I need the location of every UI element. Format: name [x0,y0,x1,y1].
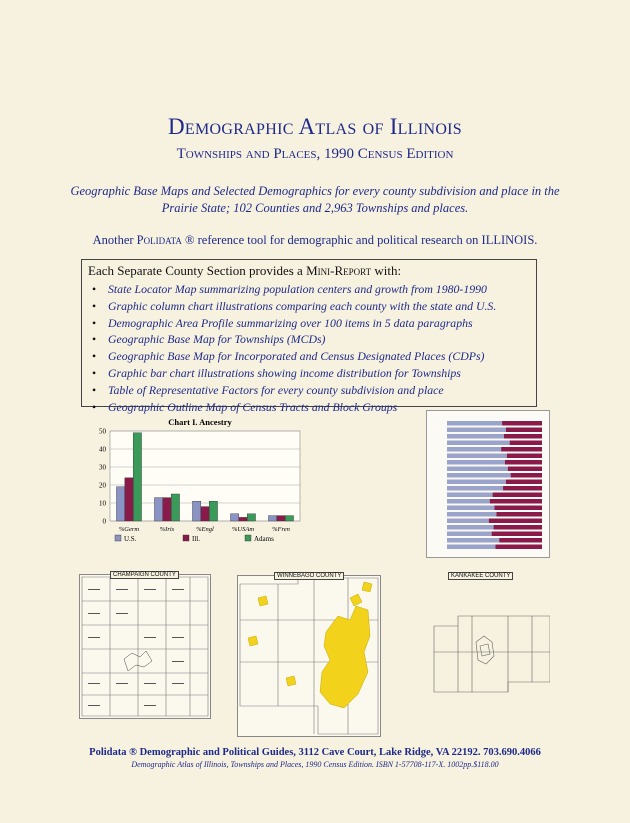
income-bars-graphic [427,411,549,557]
winnebago-places-map [237,575,381,737]
bar-us-usam [230,514,238,521]
x-tick-label: %Engl [196,526,214,533]
income-bar-low [447,454,507,459]
bar-adams-engl [209,501,217,521]
income-bar-low [447,532,492,537]
ancestry-chart [85,413,315,563]
income-bar-high [495,545,542,550]
bar-adams-germ [133,433,141,521]
list-item: • Table of Representative Factors for every county subdivision and place [88,382,530,399]
description: Geographic Base Maps and Selected Demographics for every county subdivision and place in the Prairie State; 102 Counties and 2,963 Townships and places. [70,184,560,215]
y-tick-label: 30 [99,463,106,472]
income-bar-high [506,480,542,485]
income-bar-low [447,460,505,465]
bar-ill-fren [277,516,285,521]
list-item: • Graphic column chart illustrations comparing each county with the state and U.S. [88,298,530,315]
bar-ill-usam [239,517,247,521]
income-bar-high [504,434,542,439]
y-tick-label: 20 [99,481,106,490]
income-bar-low [447,506,495,511]
y-tick-label: 10 [99,499,106,508]
bar-us-germ [116,487,124,521]
income-bar-low [447,499,490,504]
income-bar-low [447,480,506,485]
publisher-line: Polidata ® Demographic and Political Guides, 3112 Cave Court, Lake Ridge, VA 22192. 703.690.4066 [89,747,541,758]
bar-us-iris [154,498,162,521]
bar-us-fren [268,516,276,521]
income-bar-low [447,447,501,452]
y-tick-label: 40 [99,445,106,454]
legend-swatch [183,535,189,541]
income-bar-low [447,441,510,446]
legend-label: Adams [254,535,274,543]
brand-name: Polidata [136,233,182,247]
income-bar-high [507,454,542,459]
x-tick-label: %USAm [231,526,255,533]
income-bar-low [447,525,494,530]
heading-mini-report: Mini-Report [306,263,372,278]
income-bar-high [508,467,542,472]
chart-legend [115,535,274,543]
income-bar-panel [426,410,550,558]
bar-ill-iris [163,498,171,521]
another-post: ® reference tool for demographic and political research on ILLINOIS. [181,233,538,247]
legend-label: U.S. [124,535,137,543]
bar-us-engl [192,501,200,521]
income-bar-high [506,428,542,433]
kankakee-map-graphic [432,612,550,694]
chart-title: Chart I. Ancestry [168,417,232,427]
x-tick-label: %Iris [159,526,175,533]
list-item: • Graphic bar chart illustrations showing income distribution for Townships [88,365,530,382]
legend-label: Ill. [192,535,200,543]
y-tick-label: 50 [99,427,106,436]
income-bar-high [503,486,542,491]
champaign-township-map [79,574,211,719]
income-bar-low [447,545,495,550]
income-bar-high [490,499,542,504]
income-bar-high [495,506,543,511]
champaign-label: CHAMPAIGN COUNTY [110,571,179,579]
list-item: • State Locator Map summarizing population centers and growth from 1980-1990 [88,281,530,298]
income-rows [447,421,542,549]
mini-report-heading [88,263,530,279]
income-bar-high [499,538,542,543]
income-bar-low [447,512,496,517]
income-bar-low [447,486,503,491]
income-bar-high [496,512,542,517]
mini-report-box [81,259,537,414]
legend-swatch [245,535,251,541]
another-line [0,233,630,248]
income-bar-low [447,493,493,498]
winnebago-label: WINNEBAGO COUNTY [274,572,344,580]
income-bar-high [511,473,542,478]
y-tick-label: 0 [102,517,106,526]
page-title: Demographic Atlas of Illinois [167,114,462,139]
income-bar-low [447,538,499,543]
income-bar-high [492,532,542,537]
income-bar-low [447,473,511,478]
heading-post: with: [371,263,402,278]
list-item: • Geographic Base Map for Townships (MCDs) [88,331,530,348]
bar-adams-iris [171,494,179,521]
list-item: • Demographic Area Profile summarizing over 100 items in 5 data paragraphs [88,315,530,332]
bar-adams-usam [247,514,255,521]
income-bar-low [447,467,508,472]
x-tick-label: %Fren [272,526,290,533]
income-bar-high [493,493,542,498]
list-item: • Geographic Base Map for Incorporated and Census Designated Places (CDPs) [88,348,530,365]
bar-ill-engl [201,507,209,521]
another-pre: Another [92,233,137,247]
kankakee-tract-map [432,573,550,694]
winnebago-map-graphic [238,576,380,736]
income-bar-high [494,525,542,530]
income-bar-low [447,434,504,439]
income-bar-low [447,428,506,433]
income-bar-high [510,441,542,446]
income-bar-high [501,447,542,452]
bar-ill-germ [125,478,133,521]
champaign-map-graphic [80,575,210,718]
page-subtitle: Townships and Places, 1990 Census Edition [176,146,454,162]
kankakee-label: KANKAKEE COUNTY [448,572,513,580]
income-bar-high [489,519,542,524]
bar-adams-fren [285,516,293,521]
mini-report-list [88,281,530,415]
income-bar-high [505,460,542,465]
list-item: • Geographic Outline Map of Census Tracts and Block Groups [88,399,530,416]
isbn-line: Demographic Atlas of Illinois, Townships and Places, 1990 Census Edition. ISBN 1-57708-117-X. 1002pp.$118.00 [131,760,499,769]
income-bar-low [447,519,489,524]
heading-pre: Each Separate County Section provides a [88,263,307,278]
income-bar-low [447,421,502,426]
x-tick-label: %Germ [118,526,140,533]
income-bar-high [502,421,542,426]
legend-swatch [115,535,121,541]
